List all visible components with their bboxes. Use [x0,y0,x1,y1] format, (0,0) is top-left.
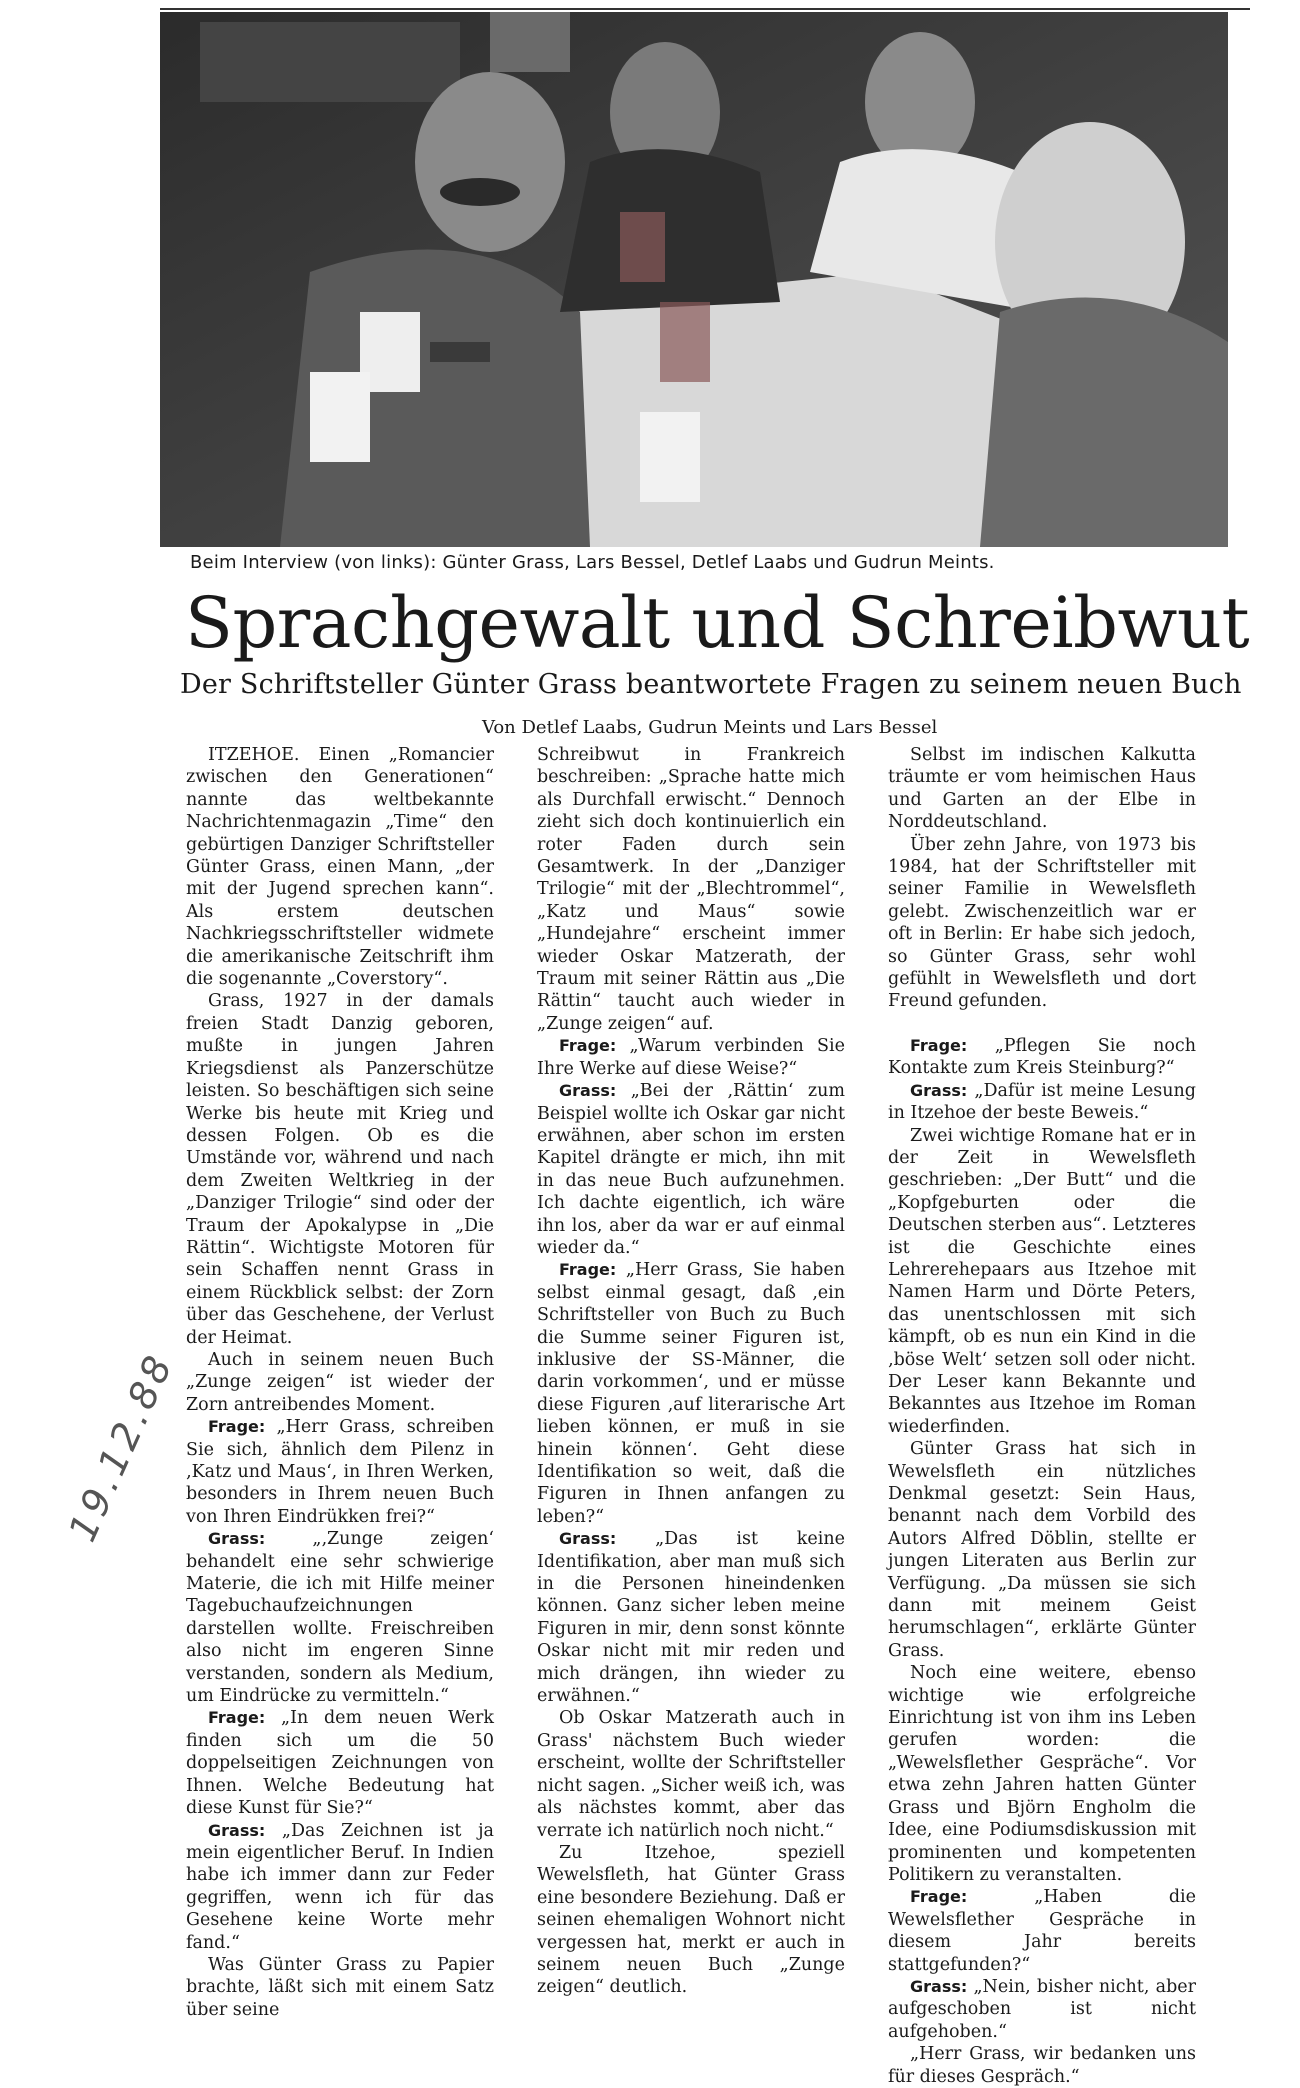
speaker-label: Frage: [208,1417,266,1437]
byline: Von Detlef Laabs, Gudrun Meints und Lars Bessel [482,717,938,738]
paragraph [888,1662,1196,1886]
paragraph [537,1528,845,1707]
paragraph-text: „Das ist keine Identifikation, aber man muß sich in die Personen hineindenken können. Ganz sicher leben meine Figuren in mir, denn sonst könnte Oskar nicht mit mir reden und mich drängen, ihn wieder zu erwähnen.“ [537,1529,845,1707]
paragraph [186,1349,494,1416]
subheadline: Der Schriftsteller Günter Grass beantwortete Fragen zu seinem neuen Buch [180,669,1242,700]
paragraph [537,1035,845,1080]
photo-interview-icon [160,12,1228,547]
paragraph-text: Zwei wichtige Romane hat er in der Zeit in Wewelsfleth geschrieben: „Der Butt“ und die „Kopfgeburten oder die Deutschen sterben aus“. Letzteres ist die Geschichte eines Lehrerehepaars aus Itzehoe mit Namen Harm und Dörte Peters, das unentschlossen mit sich kämpft, ob es nun ein Kind in die ‚böse Welt‘ setzen soll oder nicht. Der Leser kann Bekannte und Bekanntes aus Itzehoe im Roman wiederfinden. [888,1125,1196,1437]
paragraph [186,1707,494,1819]
paragraph-text: „Herr Grass, schreiben Sie sich, ähnlich dem Pilenz in ‚Katz und Maus‘, in Ihren Werken, besonders in Ihrem neuen Buch von Ihren Eindrükken frei?“ [186,1417,494,1527]
speaker-label: Frage: [910,1887,968,1907]
paragraph-text: „In dem neuen Werk finden sich um die 50 doppelseitigen Zeichnungen von Ihnen. Welche Bedeutung hat diese Kunst für Sie?“ [186,1708,494,1819]
article-column-3 [888,744,1196,2088]
paragraph [186,1528,494,1707]
paragraph [888,834,1196,1013]
paragraph-text: Grass, 1927 in der damals freien Stadt Danzig geboren, mußte in jungen Jahren Kriegsdienst als Panzerschütze leisten. So beschäftigen sich seine Werke bis heute mit Krieg und dessen Folgen. Ob es die Umstände vor, während und nach dem Zweiten Weltkrieg in der „Danziger Trilogie“ sind oder der Traum der Apokalypse in „Die Rättin“. Wichtigste Motoren für sein Schaffen nennt Grass in einem Rückblick selbst: der Zorn über das Geschehene, der Verlust der Heimat. [186,991,494,1348]
paragraph [888,744,1196,834]
speaker-label: Grass: [208,1820,266,1840]
paragraph-text: „Herr Grass, wir bedanken uns für dieses Gespräch.“ [888,2044,1196,2087]
paragraph [537,1080,845,1259]
speaker-label: Frage: [910,1035,968,1055]
speaker-label: Grass: [559,1529,617,1549]
paragraph-text: „‚Zunge zeigen‘ behandelt eine sehr schwierige Materie, die ich mit Hilfe meiner Tagebuchaufzeichnungen darstellen wollte. Freischreiben also nicht im engeren Sinne verstanden, sondern als Medium, um Eindrücke zu vermitteln.“ [186,1529,494,1707]
speaker-label: Frage: [208,1708,266,1728]
paragraph-text: „Dafür ist meine Lesung in Itzehoe der beste Beweis.“ [888,1080,1196,1124]
paragraph [186,1820,494,1954]
paragraph-text: Über zehn Jahre, von 1973 bis 1984, hat der Schriftsteller mit seiner Familie in Wewelsfleth gelebt. Zwischenzeitlich war er oft in Berlin: Er habe sich jedoch, so Günter Grass, sehr wohl gefühlt in Wewelsfleth und dort Freund gefunden. [888,834,1196,1012]
paragraph-text: Selbst im indischen Kalkutta träumte er vom heimischen Haus und Garten an der Elbe in Norddeutschland. [888,745,1196,833]
paragraph [186,990,494,1349]
headline: Sprachgewalt und Schreibwut [185,582,1250,664]
top-rule [160,8,1250,10]
speaker-label: Frage: [559,1036,617,1056]
speaker-label: Frage: [559,1260,617,1280]
interview-photo [160,12,1228,547]
paragraph-text: „Bei der ‚Rättin‘ zum Beispiel wollte ich Oskar gar nicht erwähnen, aber schon im ersten Kapitel drängte er mich, ihn mit in das neue Buch aufzunehmen. Ich dachte eigentlich, ich wäre ihn los, aber da war er auf einmal wieder da.“ [537,1081,845,1258]
paragraph-text: Schreibwut in Frankreich beschreiben: „Sprache hatte mich als Durchfall erwischt.“ Dennoch zieht sich doch kontinuierlich ein roter Faden durch sein Gesamtwerk. In der „Danziger Trilogie“ mit der „Blechtrommel“, „Katz und Maus“ sowie „Hundejahre“ erscheint immer wieder Oskar Matzerath, der Traum mit seiner Rättin aus „Die Rättin“ taucht auch wieder in „Zunge zeigen“ auf. [537,745,845,1034]
paragraph [186,1954,494,2021]
paragraph-text: Günter Grass hat sich in Wewelsfleth ein nützliches Denkmal gesetzt: Sein Haus, benannt nach dem Vorbild des Autors Alfred Döblin, stellte er jungen Literaten aus Berlin zur Verfügung. „Da müssen sie sich dann mit meinem Geist herumschlagen“, erklärte Günter Grass. [888,1439,1196,1661]
paragraph [888,1080,1196,1125]
paragraph-text: Noch eine weitere, ebenso wichtige wie erfolgreiche Einrichtung ist von ihm ins Leben gerufen worden: die „Wewelsflether Gespräche“. Vor etwa zehn Jahren hatten Günter Grass und Björn Engholm die Idee, eine Podiumsdiskussion mit prominenten und kompetenten Politikern zu veranstalten. [888,1663,1196,1885]
paragraph-text: „Warum verbinden Sie Ihre Werke auf diese Weise?“ [537,1036,845,1079]
paragraph-text: „Pflegen Sie noch Kontakte zum Kreis Steinburg?“ [888,1035,1196,1079]
paragraph-text: ITZEHOE. Einen „Romancier zwischen den Generationen“ nannte das weltbekannte Nachrichtenmagazin „Time“ den gebürtigen Danziger Schriftsteller Günter Grass, einen Mann, „der mit der Jugend sprechen kann“. Als erstem deutschen Nachkriegsschriftsteller widmete die amerikanische Zeitschrift ihm die sogenannte „Coverstory“. [186,745,494,990]
paragraph-text: Ob Oskar Matzerath auch in Grass' nächstem Buch wieder erscheint, wollte der Schriftsteller nicht sagen. „Sicher weiß ich, was als nächstes kommt, aber das verrate ich natürlich noch nicht.“ [537,1708,845,1841]
paragraph-text: Was Günter Grass zu Papier brachte, läßt sich mit einem Satz über seine [186,1954,494,2020]
speaker-label: Grass: [910,1080,968,1100]
article-column-2 [537,744,845,1999]
paragraph [186,744,494,990]
paragraph [888,1125,1196,1439]
paragraph-gap [888,1013,1196,1035]
paragraph-text: „Nein, bisher nicht, aber aufgeschoben ist nicht aufgehoben.“ [888,1976,1196,2042]
speaker-label: Grass: [910,1976,968,1996]
paragraph-text: Auch in seinem neuen Buch „Zunge zeigen“ ist wieder der Zorn antreibendes Moment. [186,1349,494,1415]
paragraph [888,2043,1196,2088]
paragraph [186,1416,494,1528]
paragraph [888,1886,1196,1976]
speaker-label: Grass: [208,1529,266,1549]
paragraph-text: Zu Itzehoe, speziell Wewelsfleth, hat Günter Grass eine besondere Beziehung. Daß er seinen ehemaligen Wohnort nicht vergessen hat, merkt er auch in seinem neuen Buch „Zunge zeigen“ deutlich. [537,1842,845,1998]
handwritten-date: 19.12.88 [60,1346,183,1548]
paragraph [537,1259,845,1528]
paragraph [537,1707,845,1841]
paragraph [888,1438,1196,1662]
photo-caption: Beim Interview (von links): Günter Grass, Lars Bessel, Detlef Laabs und Gudrun Meints. [190,552,995,573]
paragraph [888,1035,1196,1080]
speaker-label: Grass: [559,1081,617,1101]
paragraph-text: „Das Zeichnen ist ja mein eigentlicher Beruf. In Indien habe ich immer dann zur Feder gegriffen, wenn ich für das Gesehene keine Worte mehr fand.“ [186,1820,494,1953]
paragraph [537,744,845,1035]
paragraph [888,1976,1196,2043]
paragraph-text: „Haben die Wewelsflether Gespräche in diesem Jahr bereits stattgefunden?“ [888,1887,1196,1975]
paragraph-text: „Herr Grass, Sie haben selbst einmal gesagt, daß ‚ein Schriftsteller von Buch zu Buch die Summe seiner Figuren ist, inklusive der SS-Männer, die darin vorkommen‘, und er müsse diese Figuren ‚auf literarische Art lieben können, er muß in sie hinein können‘. Geht diese Identifikation so weit, daß die Figuren in Ihnen anfangen zu leben?“ [537,1260,845,1527]
paragraph [537,1842,845,1999]
article-column-1 [186,744,494,2021]
